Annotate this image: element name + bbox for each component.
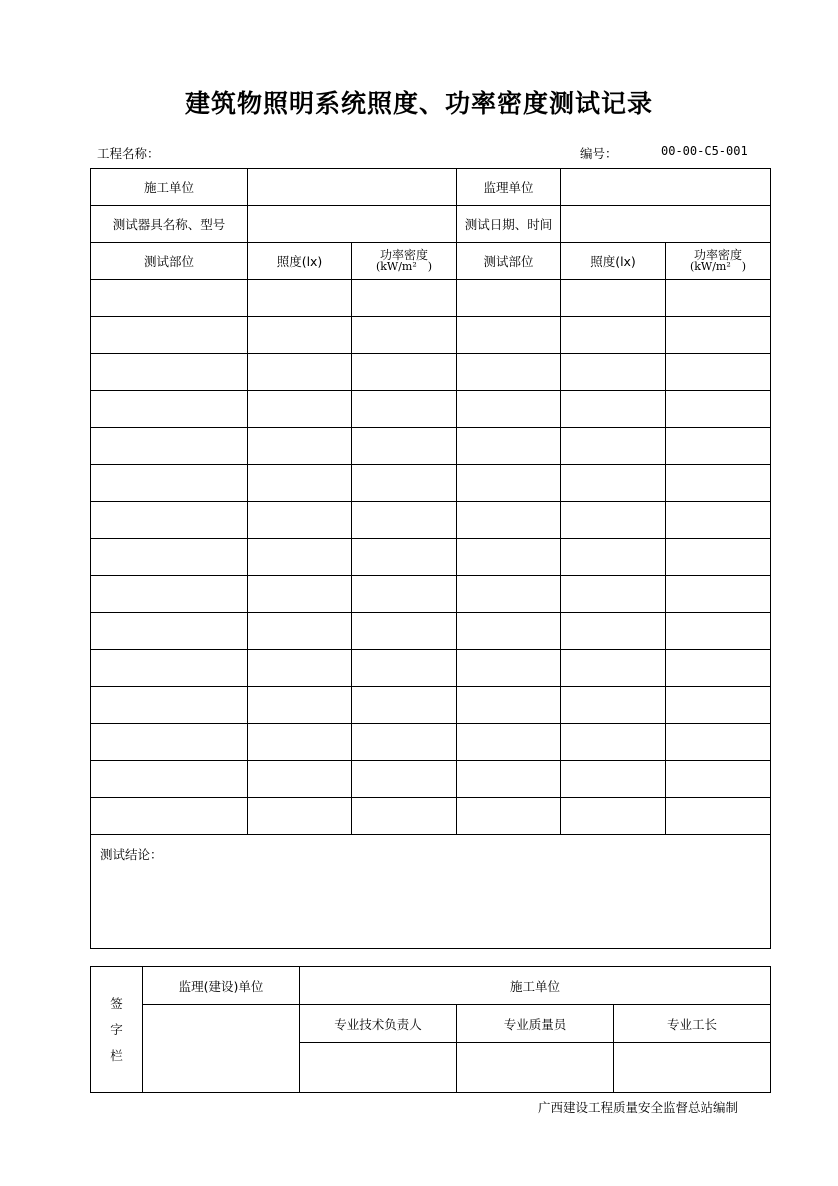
power-density-right-cell[interactable]: [666, 576, 771, 613]
col-power-density-right: [666, 243, 771, 280]
location-right-cell[interactable]: [457, 798, 561, 835]
illuminance-right-cell[interactable]: [561, 761, 666, 798]
column-header-row: [91, 243, 771, 280]
power-density-left-cell[interactable]: [352, 798, 457, 835]
power-density-left-cell[interactable]: [352, 502, 457, 539]
illuminance-right-cell[interactable]: [561, 391, 666, 428]
power-density-left-cell[interactable]: [352, 280, 457, 317]
power-density-right-cell[interactable]: [666, 465, 771, 502]
illuminance-right-cell[interactable]: [561, 539, 666, 576]
illuminance-left-cell[interactable]: [248, 613, 352, 650]
illuminance-right-cell[interactable]: [561, 502, 666, 539]
location-right-cell[interactable]: [457, 391, 561, 428]
illuminance-left-cell[interactable]: [248, 576, 352, 613]
location-right-cell[interactable]: [457, 502, 561, 539]
power-density-left-cell[interactable]: [352, 465, 457, 502]
table-row: [91, 465, 771, 502]
illuminance-right-cell[interactable]: [561, 428, 666, 465]
illuminance-left-cell[interactable]: [248, 354, 352, 391]
illuminance-right-cell[interactable]: [561, 687, 666, 724]
quality-officer-signature-field[interactable]: [457, 1043, 614, 1093]
illuminance-left-cell[interactable]: [248, 761, 352, 798]
test-conclusion-label: 测试结论：: [100, 847, 163, 862]
illuminance-right-cell[interactable]: [561, 724, 666, 761]
illuminance-right-cell[interactable]: [561, 317, 666, 354]
construction-unit-label: 施工单位: [91, 169, 248, 206]
power-density-unit: (kW/m² ): [689, 260, 747, 273]
power-density-right-cell[interactable]: [666, 354, 771, 391]
location-left-cell[interactable]: [91, 354, 248, 391]
table-row: [91, 428, 771, 465]
illuminance-left-cell[interactable]: [248, 650, 352, 687]
instrument-label: 测试器具名称、型号: [91, 206, 248, 243]
power-density-right-cell[interactable]: [666, 687, 771, 724]
col-power-density-left: [352, 243, 457, 280]
location-left-cell[interactable]: [91, 280, 248, 317]
table-row: [91, 650, 771, 687]
instrument-field[interactable]: [248, 206, 457, 243]
table-row: [91, 317, 771, 354]
illuminance-right-cell[interactable]: [561, 613, 666, 650]
power-density-left-cell[interactable]: [352, 354, 457, 391]
illuminance-right-cell[interactable]: [561, 576, 666, 613]
location-left-cell[interactable]: [91, 798, 248, 835]
power-density-left-cell[interactable]: [352, 317, 457, 354]
location-right-cell[interactable]: [457, 539, 561, 576]
test-datetime-label: 测试日期、时间: [457, 206, 561, 243]
project-name-label: 工程名称：: [97, 146, 160, 161]
power-density-right-cell[interactable]: [666, 428, 771, 465]
table-row: [91, 761, 771, 798]
power-density-left-cell[interactable]: [352, 539, 457, 576]
location-left-cell[interactable]: [91, 761, 248, 798]
power-density-right-cell[interactable]: [666, 502, 771, 539]
supervision-unit-sign-label: 监理(建设)单位: [143, 967, 300, 1005]
power-density-right-cell[interactable]: [666, 317, 771, 354]
test-conclusion-field[interactable]: [91, 835, 771, 949]
col-illuminance-right: 照度(lx): [561, 243, 666, 280]
conclusion-row: [91, 835, 771, 949]
signature-char: 字: [110, 1021, 123, 1037]
location-right-cell[interactable]: [457, 576, 561, 613]
tech-lead-signature-field[interactable]: [300, 1043, 457, 1093]
signature-table: [90, 966, 771, 1093]
illuminance-left-cell[interactable]: [248, 687, 352, 724]
location-left-cell[interactable]: [91, 576, 248, 613]
location-right-cell[interactable]: [457, 724, 561, 761]
supervision-signature-field[interactable]: [143, 1005, 300, 1093]
location-right-cell[interactable]: [457, 613, 561, 650]
location-left-cell[interactable]: [91, 317, 248, 354]
footer-issuer: 广西建设工程质量安全监督总站编制: [538, 1100, 739, 1115]
quality-officer-label: 专业质量员: [457, 1005, 614, 1043]
col-location-left: 测试部位: [91, 243, 248, 280]
illuminance-left-cell[interactable]: [248, 317, 352, 354]
illuminance-right-cell[interactable]: [561, 650, 666, 687]
illuminance-left-cell[interactable]: [248, 724, 352, 761]
illuminance-right-cell[interactable]: [561, 280, 666, 317]
signature-char: 栏: [110, 1047, 123, 1063]
table-row: [91, 354, 771, 391]
data-rows: [91, 280, 771, 835]
location-left-cell[interactable]: [91, 539, 248, 576]
location-left-cell[interactable]: [91, 613, 248, 650]
unit-row: [91, 169, 771, 206]
tech-lead-label: 专业技术负责人: [300, 1005, 457, 1043]
signature-roles-row: [91, 1005, 771, 1043]
col-illuminance-left: 照度(lx): [248, 243, 352, 280]
illuminance-right-cell[interactable]: [561, 465, 666, 502]
power-density-title: 功率密度: [693, 248, 742, 262]
location-right-cell[interactable]: [457, 761, 561, 798]
location-left-cell[interactable]: [91, 687, 248, 724]
signature-column-label: [91, 967, 143, 1093]
power-density-right-cell[interactable]: [666, 613, 771, 650]
test-datetime-field[interactable]: [561, 206, 771, 243]
illuminance-right-cell[interactable]: [561, 354, 666, 391]
illuminance-left-cell[interactable]: [248, 798, 352, 835]
test-record-table: [90, 168, 771, 949]
signature-header-row: [91, 967, 771, 1005]
location-left-cell[interactable]: [91, 391, 248, 428]
power-density-left-cell[interactable]: [352, 761, 457, 798]
table-row: [91, 391, 771, 428]
instrument-row: [91, 206, 771, 243]
power-density-title: 功率密度: [379, 248, 428, 262]
power-density-left-cell[interactable]: [352, 650, 457, 687]
illuminance-left-cell[interactable]: [248, 502, 352, 539]
power-density-left-cell[interactable]: [352, 576, 457, 613]
location-right-cell[interactable]: [457, 354, 561, 391]
power-density-left-cell[interactable]: [352, 724, 457, 761]
location-right-cell[interactable]: [457, 687, 561, 724]
table-row: [91, 613, 771, 650]
illuminance-left-cell[interactable]: [248, 465, 352, 502]
table-row: [91, 539, 771, 576]
power-density-right-cell[interactable]: [666, 798, 771, 835]
illuminance-left-cell[interactable]: [248, 391, 352, 428]
power-density-right-cell[interactable]: [666, 724, 771, 761]
illuminance-left-cell[interactable]: [248, 280, 352, 317]
table-row: [91, 280, 771, 317]
foreman-label: 专业工长: [614, 1005, 771, 1043]
location-left-cell[interactable]: [91, 428, 248, 465]
illuminance-right-cell[interactable]: [561, 798, 666, 835]
table-row: [91, 798, 771, 835]
power-density-left-cell[interactable]: [352, 391, 457, 428]
power-density-left-cell[interactable]: [352, 687, 457, 724]
table-row: [91, 724, 771, 761]
illuminance-left-cell[interactable]: [248, 428, 352, 465]
power-density-left-cell[interactable]: [352, 613, 457, 650]
table-row: [91, 502, 771, 539]
location-right-cell[interactable]: [457, 650, 561, 687]
location-right-cell[interactable]: [457, 280, 561, 317]
power-density-right-cell[interactable]: [666, 280, 771, 317]
illuminance-left-cell[interactable]: [248, 539, 352, 576]
number-value: 00-00-C5-001: [661, 144, 748, 158]
location-right-cell[interactable]: [457, 465, 561, 502]
construction-unit-field[interactable]: [248, 169, 457, 206]
foreman-signature-field[interactable]: [614, 1043, 771, 1093]
power-density-unit: (kW/m² ): [375, 260, 433, 273]
location-right-cell[interactable]: [457, 428, 561, 465]
power-density-right-cell[interactable]: [666, 539, 771, 576]
table-row: [91, 687, 771, 724]
table-row: [91, 576, 771, 613]
construction-unit-sign-label: 施工单位: [300, 967, 771, 1005]
location-left-cell[interactable]: [91, 650, 248, 687]
location-left-cell[interactable]: [91, 724, 248, 761]
power-density-right-cell[interactable]: [666, 391, 771, 428]
page-title: 建筑物照明系统照度、功率密度测试记录: [184, 89, 653, 118]
power-density-left-cell[interactable]: [352, 428, 457, 465]
number-label: 编号：: [580, 146, 618, 161]
location-left-cell[interactable]: [91, 502, 248, 539]
signature-char: 签: [110, 995, 123, 1011]
power-density-right-cell[interactable]: [666, 761, 771, 798]
power-density-right-cell[interactable]: [666, 650, 771, 687]
location-right-cell[interactable]: [457, 317, 561, 354]
location-left-cell[interactable]: [91, 465, 248, 502]
supervision-unit-field[interactable]: [561, 169, 771, 206]
col-location-right: 测试部位: [457, 243, 561, 280]
supervision-unit-label: 监理单位: [457, 169, 561, 206]
